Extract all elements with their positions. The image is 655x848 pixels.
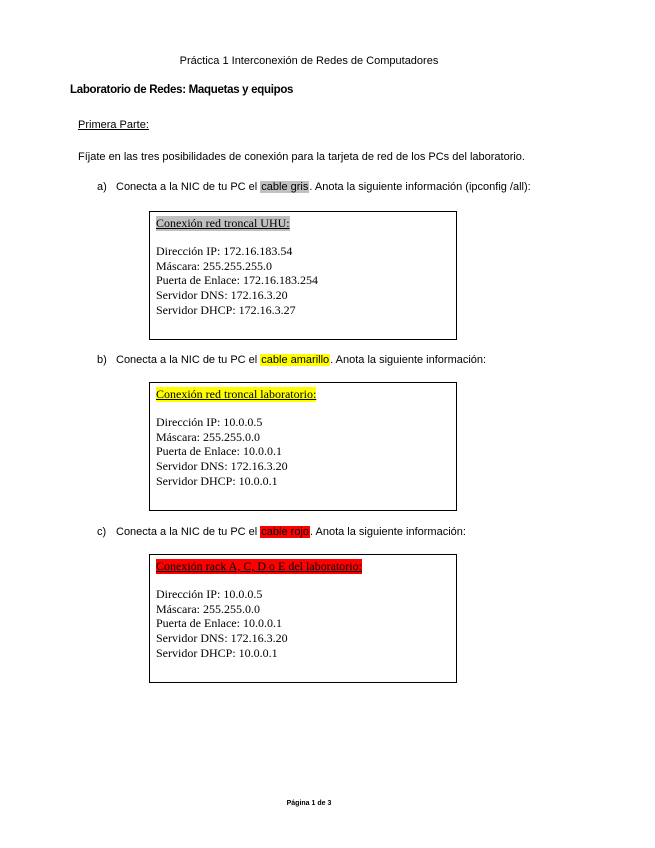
item-text-after: . Anota la siguiente información: — [330, 354, 487, 366]
page-footer: Página 1 de 3 — [286, 800, 332, 807]
box-header: Conexión red troncal laboratorio: — [156, 387, 317, 401]
box-line-mask: Máscara: 255.255.0.0 — [156, 601, 260, 616]
info-box-uhu — [149, 211, 457, 340]
highlight-cable-amarillo: cable amarillo — [261, 354, 330, 366]
box-line-dhcp: Servidor DHCP: 172.16.3.27 — [156, 302, 296, 317]
box-line-ip: Dirección IP: 10.0.0.5 — [156, 414, 263, 429]
box-line-dns: Servidor DNS: 172.16.3.20 — [156, 459, 288, 474]
box-line-dns: Servidor DNS: 172.16.3.20 — [156, 631, 288, 646]
box-line-ip: Dirección IP: 172.16.183.54 — [156, 243, 293, 258]
list-marker: a) — [97, 181, 107, 193]
list-item-b — [97, 354, 486, 366]
highlight-cable-rojo: cable rojo — [261, 526, 309, 538]
item-text-before: Conecta a la NIC de tu PC el — [116, 181, 261, 193]
lab-heading: Laboratorio de Redes: Maquetas y equipos — [70, 84, 294, 96]
intro-paragraph: Fíjate en las tres posibilidades de conexión para la tarjeta de red de los PCs del laboratorio. — [78, 151, 525, 163]
box-header: Conexión red troncal UHU: — [156, 216, 290, 230]
box-line-gateway: Puerta de Enlace: 172.16.183.254 — [156, 273, 318, 288]
info-box-laboratorio — [149, 382, 457, 511]
box-line-mask: Máscara: 255.255.255.0 — [156, 258, 272, 273]
box-line-mask: Máscara: 255.255.0.0 — [156, 429, 260, 444]
list-marker: b) — [97, 354, 107, 366]
highlight-cable-gris: cable gris — [261, 181, 309, 193]
box-header: Conexión rack A, C, D o E del laboratorio: — [156, 559, 362, 573]
info-box-rack — [149, 554, 457, 683]
item-text-after: . Anota la siguiente información (ipconfig /all): — [309, 181, 531, 193]
list-item-c — [97, 526, 466, 538]
box-line-gateway: Puerta de Enlace: 10.0.0.1 — [156, 616, 282, 631]
list-item-a — [97, 181, 531, 193]
item-text-before: Conecta a la NIC de tu PC el — [116, 354, 261, 366]
document-title: Práctica 1 Interconexión de Redes de Computadores — [179, 55, 439, 67]
box-line-gateway: Puerta de Enlace: 10.0.0.1 — [156, 444, 282, 459]
box-line-dhcp: Servidor DHCP: 10.0.0.1 — [156, 645, 278, 660]
box-line-ip: Dirección IP: 10.0.0.5 — [156, 586, 263, 601]
section-title: Primera Parte: — [78, 119, 149, 131]
box-line-dhcp: Servidor DHCP: 10.0.0.1 — [156, 473, 278, 488]
item-text-before: Conecta a la NIC de tu PC el — [116, 526, 261, 538]
list-marker: c) — [97, 526, 107, 538]
item-text-after: . Anota la siguiente información: — [310, 526, 466, 538]
box-line-dns: Servidor DNS: 172.16.3.20 — [156, 288, 288, 303]
